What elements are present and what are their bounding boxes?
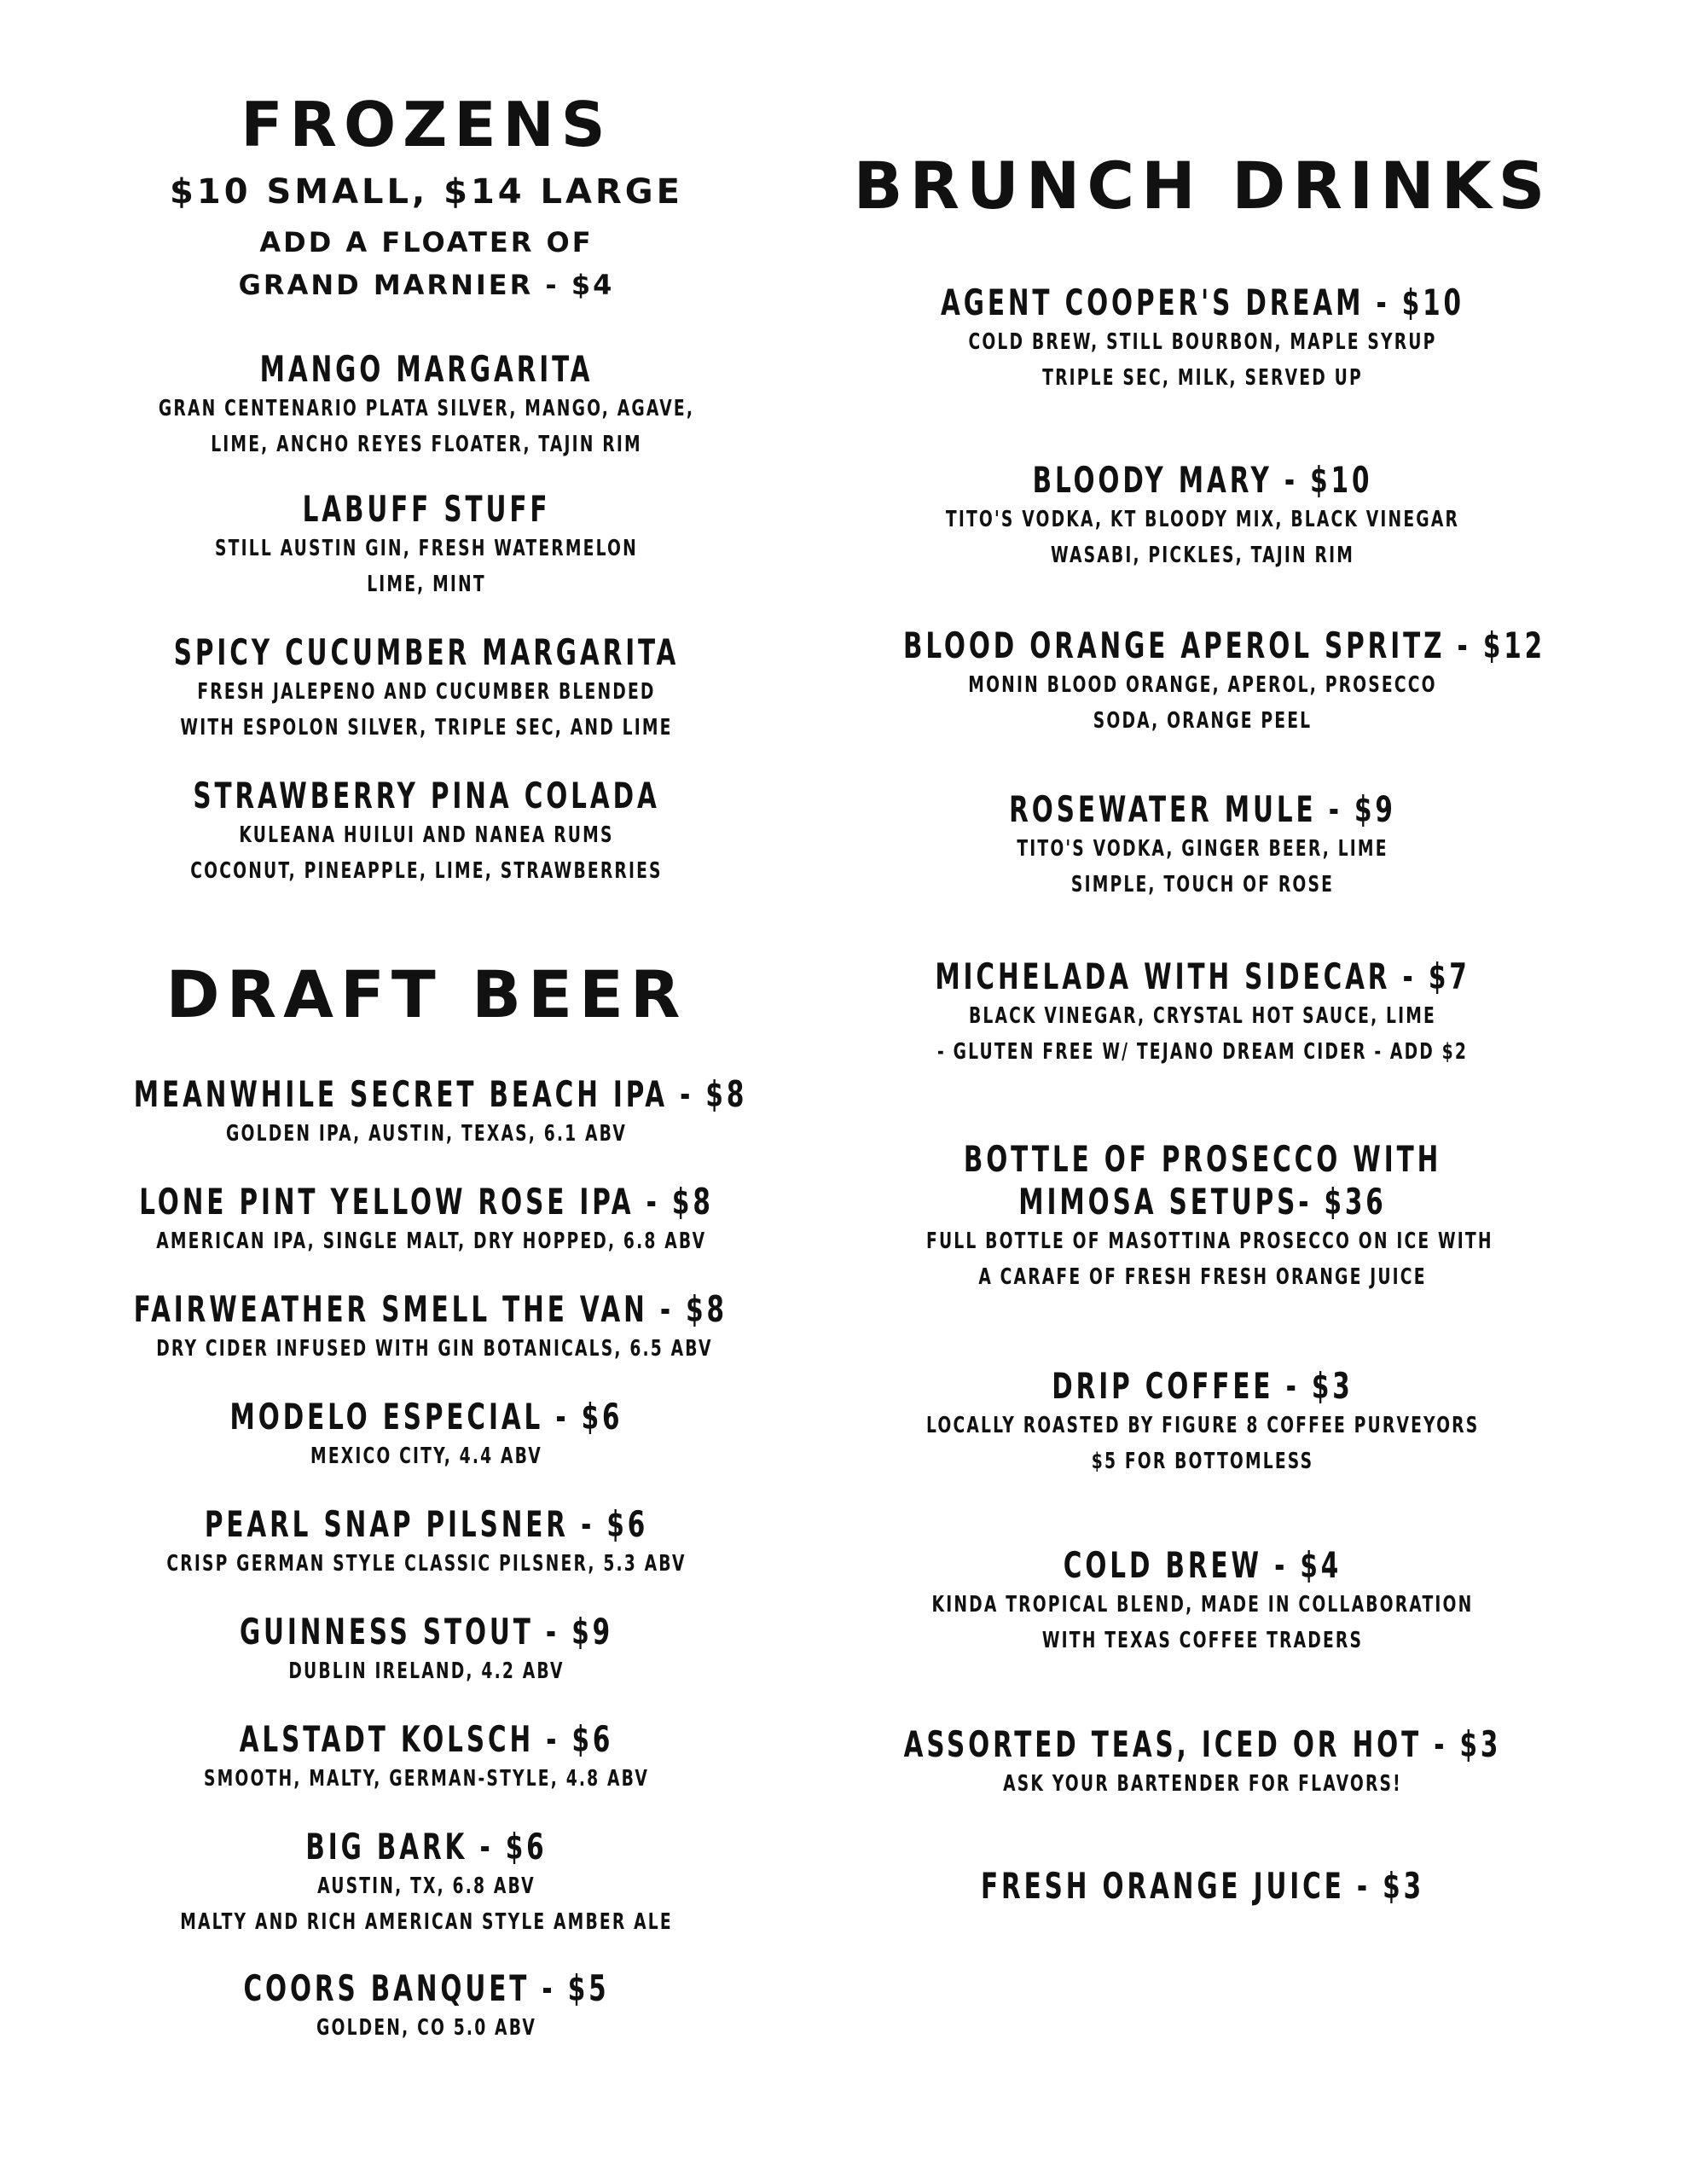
brunch-drinks-title: BRUNCH DRINKS [853,148,1552,224]
menu-item-guinness-stout: GUINNESS STOUT - $9 DUBLIN IRELAND, 4.2 ABV [239,1611,614,1684]
menu-item-coors-banquet: COORS BANQUET - $5 GOLDEN, CO 5.0 ABV [243,1967,610,2041]
brunch-drinks-heading [819,148,1586,224]
menu-item-blood-orange-aperol-spritz: BLOOD ORANGE APEROL SPRITZ - $12 MONIN BLOOD ORANGE, APEROL, PROSECCO SODA, ORANGE PEEL [903,624,1546,734]
draft-beer-title: DRAFT BEER [165,956,687,1032]
menu-item-labuff-stuff: LABUFF STUFF STILL AUSTIN GIN, FRESH WATERMELON LIME, MINT [215,488,638,597]
frozens-title: FROZENS [241,89,612,160]
menu-item-mango-margarita: MANGO MARGARITA GRAN CENTENARIO PLATA SILVER, MANGO, AGAVE, LIME, ANCHO REYES FLOATER, TAJIN RIM [158,348,695,457]
menu-item-rosewater-mule: ROSEWATER MULE - $9 TITO'S VODKA, GINGER BEER, LIME SIMPLE, TOUCH OF ROSE [1009,788,1396,897]
menu-item-meanwhile-secret-beach-ipa: MEANWHILE SECRET BEACH IPA - $8 GOLDEN IPA, AUSTIN, TEXAS, 6.1 ABV [133,1073,748,1147]
menu-item-michelada-with-sidecar: MICHELADA WITH SIDECAR - $7 BLACK VINEGAR, CRYSTAL HOT SAUCE, LIME - GLUTEN FREE W/ TEJANO DREAM CIDER - ADD $2 [935,956,1470,1065]
menu-item-strawberry-pina-colada: STRAWBERRY PINA COLADA KULEANA HUILUI AND NANEA RUMS COCONUT, PINEAPPLE, LIME, STRAWBERRIES [190,775,663,884]
draft-beer-heading [51,956,802,1032]
frozens-heading [51,89,802,160]
frozens-floater-line-2: GRAND MARNIER - $4 [238,269,615,301]
menu-item-agent-coopers-dream: AGENT COOPER'S DREAM - $10 COLD BREW, STILL BOURBON, MAPLE SYRUP TRIPLE SEC, MILK, SERVED UP [941,282,1464,391]
frozens-price-line: $10 SMALL, $14 LARGE [170,172,683,212]
menu-item-lone-pint-yellow-rose-ipa: LONE PINT YELLOW ROSE IPA - $8 AMERICAN IPA, SINGLE MALT, DRY HOPPED, 6.8 ABV [139,1181,714,1254]
menu-item-bottle-of-prosecco: BOTTLE OF PROSECCO WITH MIMOSA SETUPS- $36 FULL BOTTLE OF MASOTTINA PROSECCO ON ICE WITH A CARAFE OF FRESH FRESH ORANGE JUICE [926,1138,1493,1290]
menu-item-big-bark: BIG BARK - $6 AUSTIN, TX, 6.8 ABV MALTY AND RICH AMERICAN STYLE AMBER ALE [180,1826,673,1935]
menu-item-cold-brew: COLD BREW - $4 KINDA TROPICAL BLEND, MADE IN COLLABORATION WITH TEXAS COFFEE TRADERS [931,1544,1474,1653]
menu-item-alstadt-kolsch: ALSTADT KOLSCH - $6 SMOOTH, MALTY, GERMAN-STYLE, 4.8 ABV [203,1718,649,1792]
menu-item-assorted-teas: ASSORTED TEAS, ICED OR HOT - $3 ASK YOUR BARTENDER FOR FLAVORS! [903,1723,1502,1797]
frozens-floater-line-1: ADD A FLOATER OF [259,226,594,258]
menu-item-modelo-especial: MODELO ESPECIAL - $6 MEXICO CITY, 4.4 ABV [229,1396,623,1469]
menu-item-fresh-orange-juice: FRESH ORANGE JUICE - $3 [980,1865,1424,1907]
menu-item-spicy-cucumber-margarita: SPICY CUCUMBER MARGARITA FRESH JALEPENO AND CUCUMBER BLENDED WITH ESPOLON SILVER, TRIPLE SEC, AND LIME [173,631,680,741]
menu-item-fairweather-smell-the-van: FAIRWEATHER SMELL THE VAN - $8 DRY CIDER INFUSED WITH GIN BOTANICALS, 6.5 ABV [133,1288,728,1362]
menu-item-bloody-mary: BLOODY MARY - $10 TITO'S VODKA, KT BLOODY MIX, BLACK VINEGAR WASABI, PICKLES, TAJIN RIM [945,459,1460,568]
menu-item-pearl-snap-pilsner: PEARL SNAP PILSNER - $6 CRISP GERMAN STYLE CLASSIC PILSNER, 5.3 ABV [166,1503,687,1577]
menu-item-drip-coffee: DRIP COFFEE - $3 LOCALLY ROASTED BY FIGURE 8 COFFEE PURVEYORS $5 FOR BOTTOMLESS [926,1365,1480,1474]
